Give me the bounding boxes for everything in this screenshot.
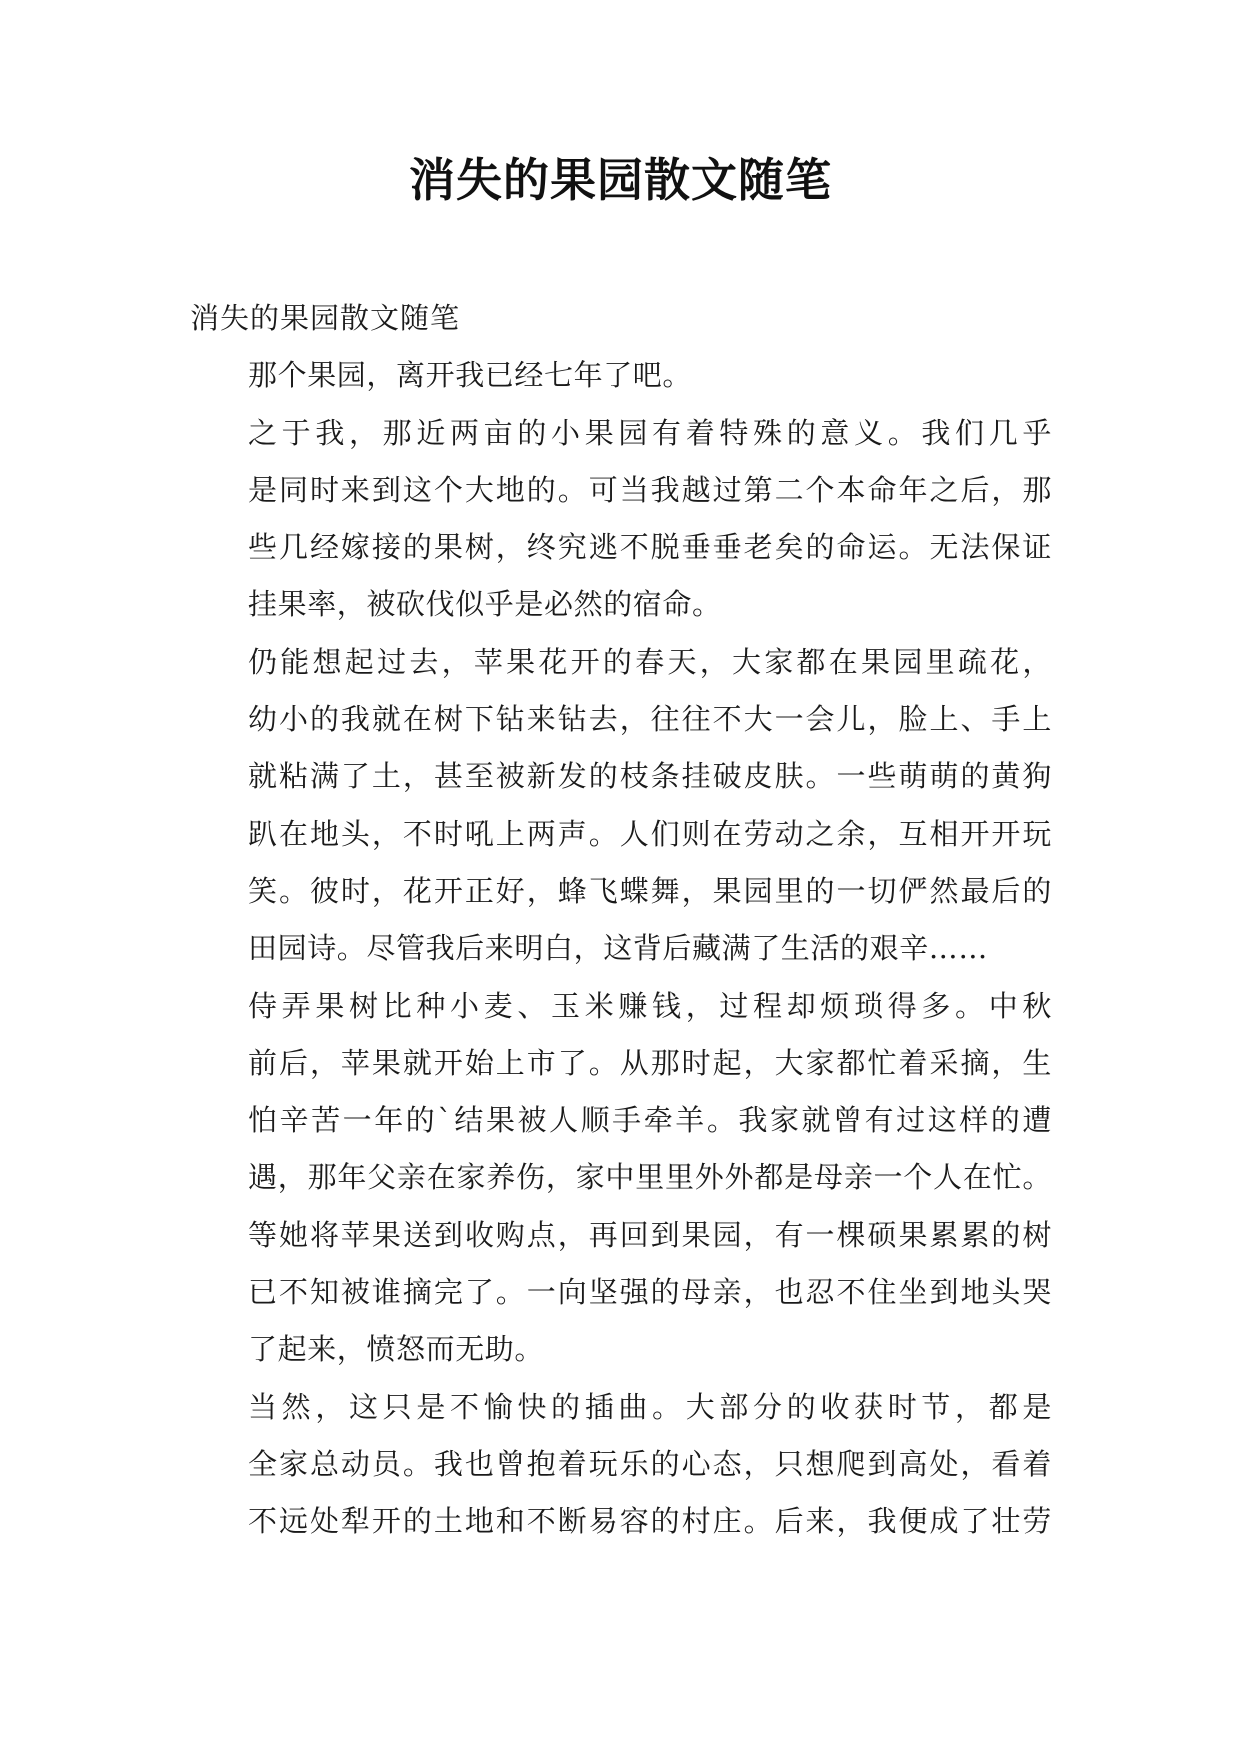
paragraph-line: 田园诗。尽管我后来明白，这背后藏满了生活的艰辛…… bbox=[248, 931, 989, 966]
document-title: 消失的果园散文随笔 bbox=[409, 153, 832, 207]
document-subtitle: 消失的果园散文随笔 bbox=[190, 301, 461, 335]
paragraph-line: 不远处犁开的土地和不断易容的村庄。后来，我便成了壮劳 bbox=[248, 1504, 1052, 1539]
paragraph-line: 挂果率，被砍伐似乎是必然的宿命。 bbox=[248, 587, 722, 622]
paragraph-line: 笑。彼时，花开正好，蜂飞蝶舞，果园里的一切俨然最后的 bbox=[248, 873, 1052, 908]
paragraph bbox=[190, 978, 1052, 1379]
paragraph-line: 全家总动员。我也曾抱着玩乐的心态，只想爬到高处，看着 bbox=[248, 1446, 1052, 1481]
paragraph bbox=[190, 347, 1052, 404]
paragraph-line: 前后，苹果就开始上市了。从那时起，大家都忙着采摘，生 bbox=[248, 1045, 1052, 1080]
paragraph bbox=[190, 1379, 1052, 1551]
paragraph-line: 些几经嫁接的果树，终究逃不脱垂垂老矣的命运。无法保证 bbox=[248, 530, 1052, 565]
paragraph-line: 等她将苹果送到收购点，再回到果园，有一棵硕果累累的树 bbox=[248, 1217, 1052, 1252]
paragraph-line: 幼小的我就在树下钻来钻去，往往不大一会儿，脸上、手上 bbox=[248, 702, 1052, 737]
paragraph-line: 怕辛苦一年的`结果被人顺手牵羊。我家就曾有过这样的遭 bbox=[248, 1103, 1052, 1138]
paragraph-line: 当然，这只是不愉快的插曲。大部分的收获时节，都是 bbox=[248, 1389, 1052, 1424]
paragraph-line: 那个果园，离开我已经七年了吧。 bbox=[248, 358, 693, 393]
paragraph-line: 了起来，愤怒而无助。 bbox=[248, 1332, 545, 1367]
document-body bbox=[190, 290, 1052, 1551]
paragraph-line: 已不知被谁摘完了。一向坚强的母亲，也忍不住坐到地头哭 bbox=[248, 1275, 1052, 1310]
paragraph bbox=[190, 634, 1052, 978]
paragraph-line: 侍弄果树比种小麦、玉米赚钱，过程却烦琐得多。中秋 bbox=[248, 988, 1052, 1023]
paragraph-line: 是同时来到这个大地的。可当我越过第二个本命年之后，那 bbox=[248, 472, 1052, 507]
paragraph-line: 趴在地头，不时吼上两声。人们则在劳动之余，互相开开玩 bbox=[248, 816, 1052, 851]
paragraph-line: 仍能想起过去，苹果花开的春天，大家都在果园里疏花， bbox=[248, 644, 1052, 679]
paragraph-line: 就粘满了土，甚至被新发的枝条挂破皮肤。一些萌萌的黄狗 bbox=[248, 759, 1052, 794]
paragraph bbox=[190, 405, 1052, 634]
paragraph-line: 之于我，那近两亩的小果园有着特殊的意义。我们几乎 bbox=[248, 415, 1052, 450]
paragraph-line: 遇，那年父亲在家养伤，家中里里外外都是母亲一个人在忙。 bbox=[248, 1160, 1052, 1195]
